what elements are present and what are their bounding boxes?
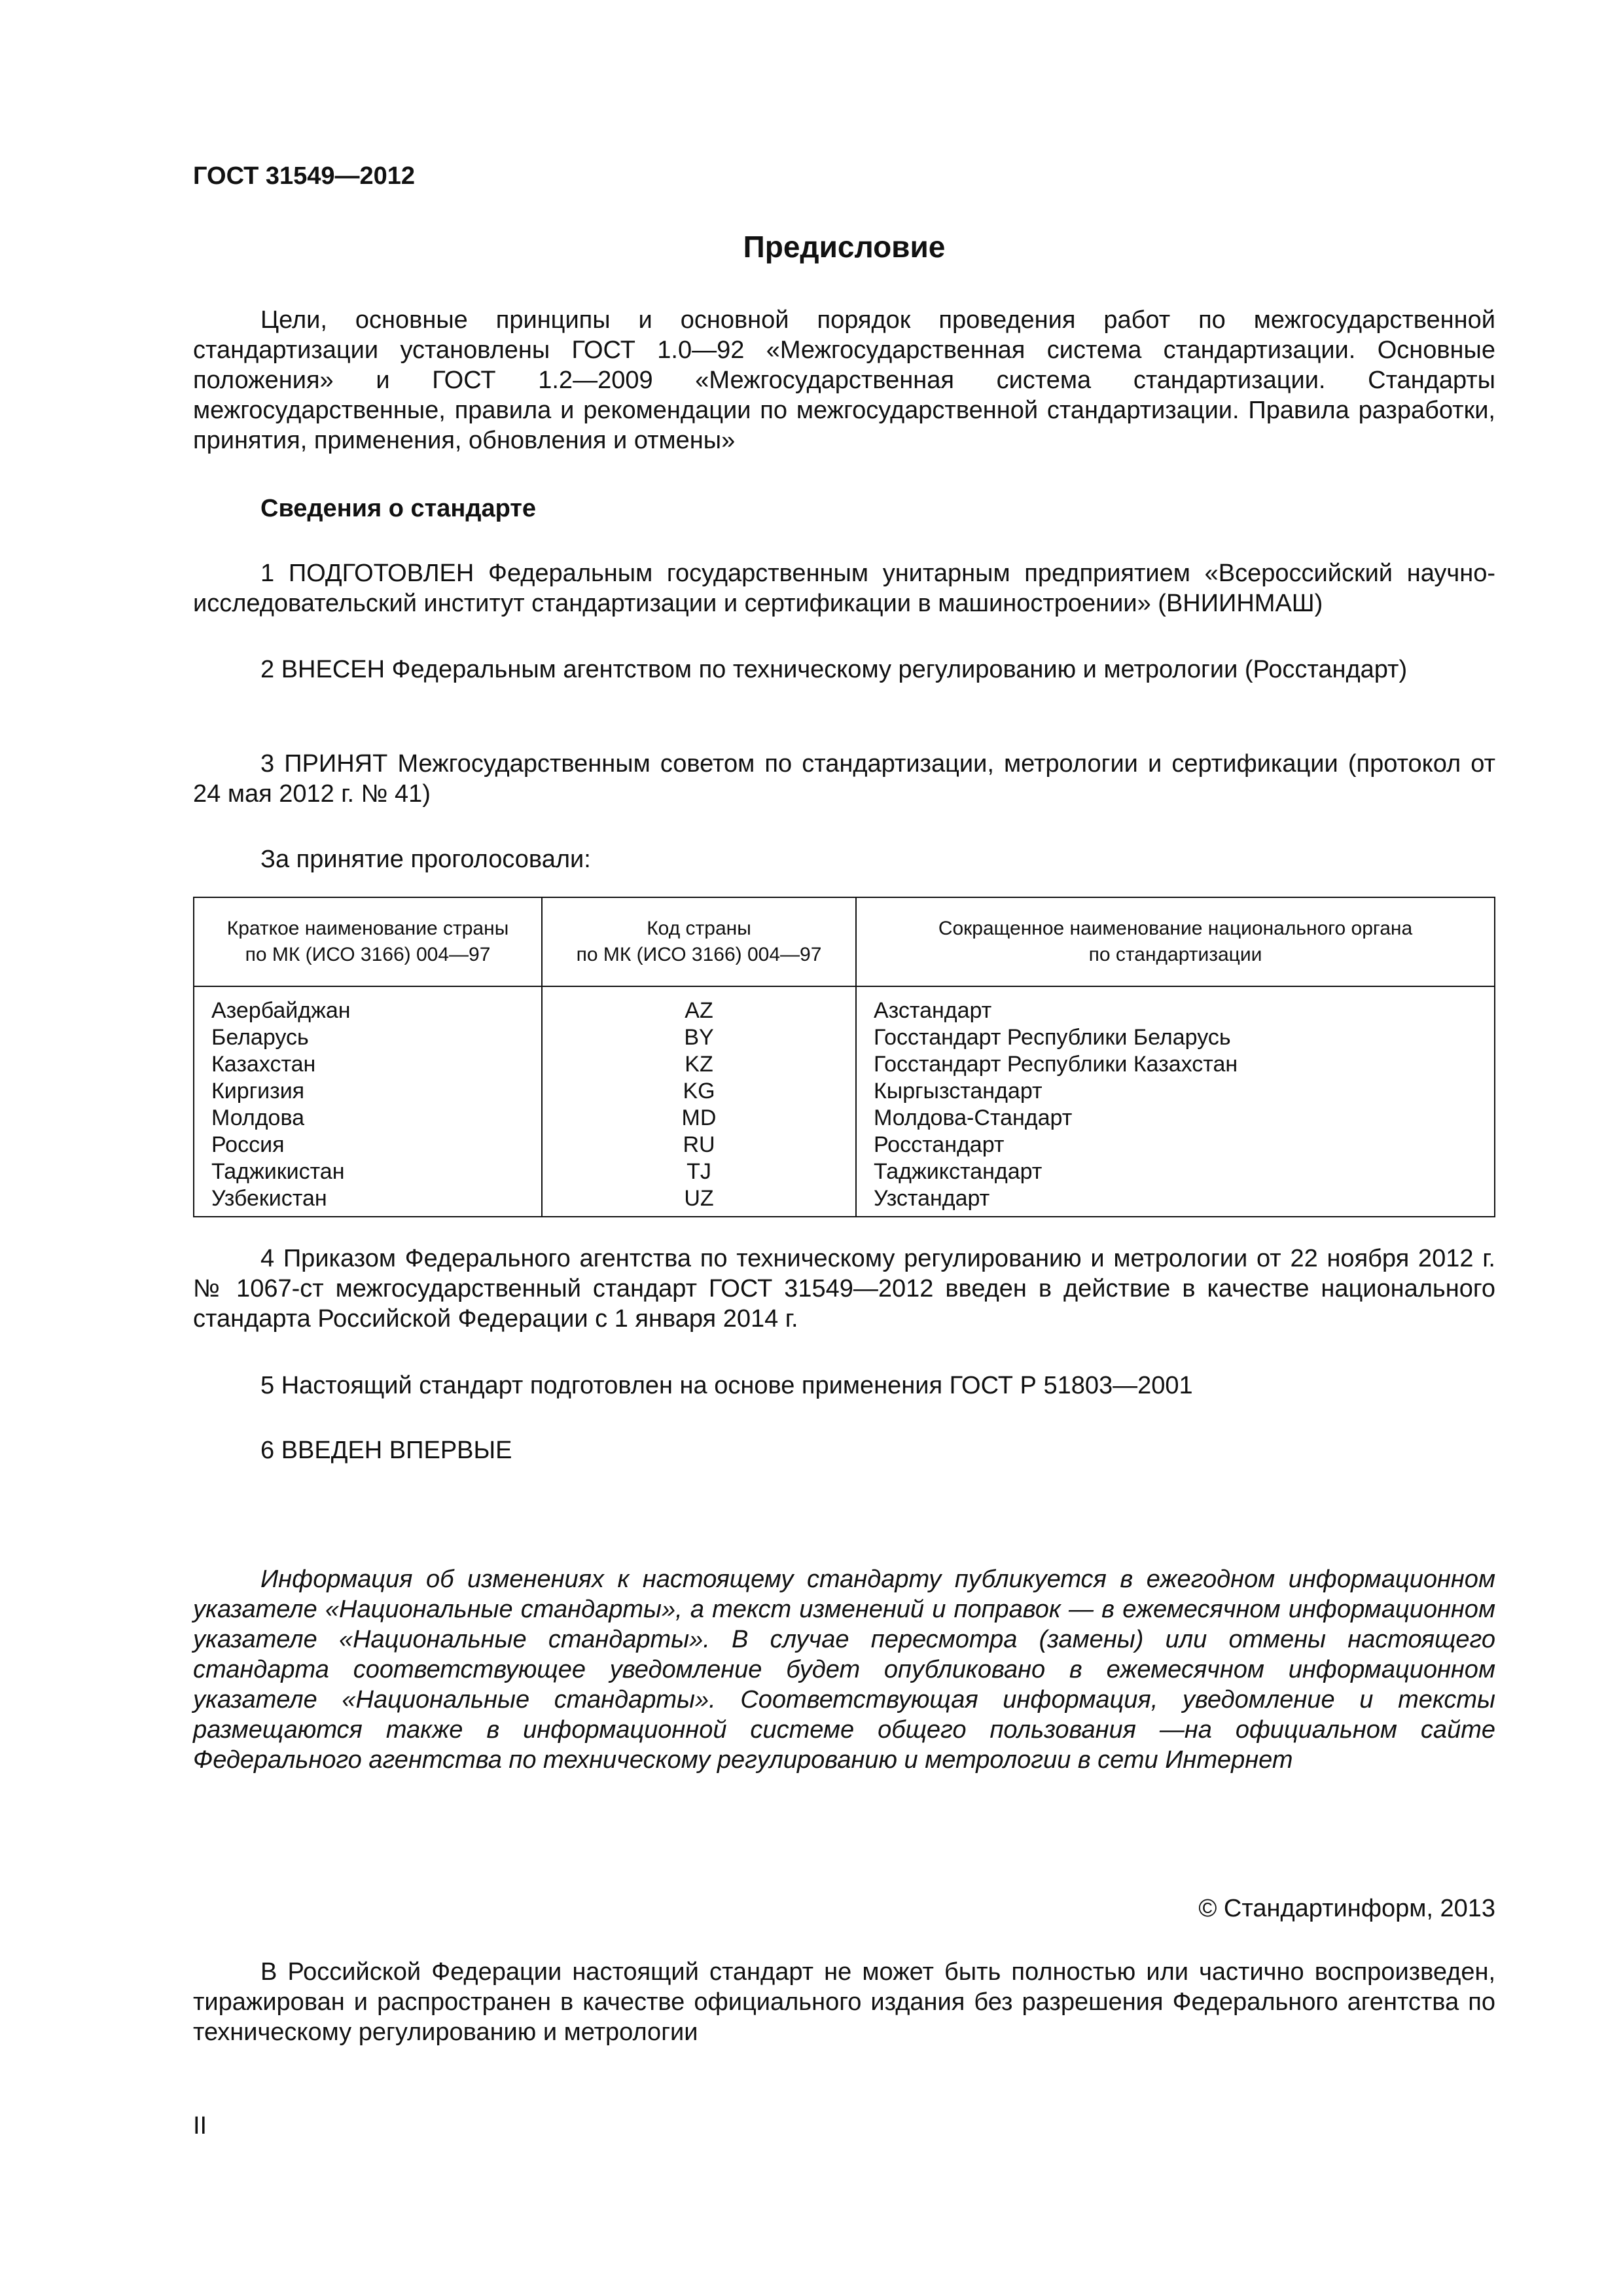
intro-paragraph: Цели, основные принципы и основной порядок проведения работ по межгосударственной стандартизации установлены ГОСТ 1.0—92 «Межгосударственная система стандартизации. Основные положения» и ГОСТ 1.2—2009 «Межгосударственная система стандартизации. Стандарты межгосударственные, правила и рекомендации по межгосударственной стандартизации. Правила разработки, принятия, применения, обновления и отмены» xyxy=(193,306,1495,454)
page-title: Предисловие xyxy=(743,230,946,264)
restriction-notice: В Российской Федерации настоящий стандарт не может быть полностью или частично воспроизведен, тиражирован и распространен в качестве официального издания без разрешения Федерального агентства по техническому регулированию и метрологии xyxy=(193,1958,1495,2046)
header-country xyxy=(194,897,542,986)
table-row xyxy=(194,1185,1495,1217)
country-code: TJ xyxy=(542,1158,856,1185)
info-heading: Сведения о стандарте xyxy=(260,495,537,522)
item-1: 1 ПОДГОТОВЛЕН Федеральным государственным унитарным предприятием «Всероссийский научно-исследовательский институт стандартизации и сертификации в машиностроении» (ВНИИНМАШ) xyxy=(193,560,1495,617)
standards-body: Кыргызстандарт xyxy=(856,1078,1495,1105)
change-notice: Информация об изменениях к настоящему стандарту публикуется в ежегодном информационном указателе «Национальные стандарты», а текст изменений и поправок — в ежемесячном информационном указателе «Национальные стандарты». В случае пересмотра (замены) или отмены настоящего стандарта соответствующее уведомление будет опубликовано в ежемесячном информационном указателе «Национальные стандарты». Соответствующая информация, уведомление и тексты размещаются также в информационной системе общего пользования —на официальном сайте Федерального агентства по техническому регулированию и метрологии в сети Интернет xyxy=(193,1566,1495,1774)
header-code-line2: по МК (ИСО 3166) 004—97 xyxy=(576,944,822,965)
standards-body: Госстандарт Республики Беларусь xyxy=(856,1024,1495,1051)
country-name: Киргизия xyxy=(194,1078,542,1105)
item-4: 4 Приказом Федерального агентства по техническому регулированию и метрологии от 22 ноября 2012 г. № 1067-ст межгосударственный стандарт ГОСТ 31549—2012 введен в действие в качестве национального стандарта Российской Федерации с 1 января 2014 г. xyxy=(193,1245,1495,1333)
country-name: Казахстан xyxy=(194,1051,542,1078)
country-name: Азербайджан xyxy=(194,986,542,1024)
country-code: UZ xyxy=(542,1185,856,1217)
country-code: AZ xyxy=(542,986,856,1024)
country-code: MD xyxy=(542,1105,856,1132)
standards-body: Молдова-Стандарт xyxy=(856,1105,1495,1132)
table-row xyxy=(194,1051,1495,1078)
copyright: © Стандартинформ, 2013 xyxy=(1198,1895,1495,1922)
table-row xyxy=(194,1158,1495,1185)
header-code xyxy=(542,897,856,986)
item-6: 6 ВВЕДЕН ВПЕРВЫЕ xyxy=(260,1437,512,1464)
item-3: 3 ПРИНЯТ Межгосударственным советом по стандартизации, метрологии и сертификации (протокол от 24 мая 2012 г. № 41) xyxy=(193,750,1495,808)
voting-table xyxy=(193,897,1495,1217)
header-body-line2: по стандартизации xyxy=(1088,944,1262,965)
country-name: Беларусь xyxy=(194,1024,542,1051)
standards-body: Узстандарт xyxy=(856,1185,1495,1217)
table-row xyxy=(194,1078,1495,1105)
country-name: Узбекистан xyxy=(194,1185,542,1217)
table-row xyxy=(194,1132,1495,1158)
country-name: Россия xyxy=(194,1132,542,1158)
country-code: BY xyxy=(542,1024,856,1051)
header-body-line1: Сокращенное наименование национального органа xyxy=(938,918,1413,939)
country-name: Молдова xyxy=(194,1105,542,1132)
country-code: RU xyxy=(542,1132,856,1158)
standards-body: Азстандарт xyxy=(856,986,1495,1024)
item-2: 2 ВНЕСЕН Федеральным агентством по техническому регулированию и метрологии (Росстандарт) xyxy=(260,656,1408,683)
header-body xyxy=(856,897,1495,986)
country-code: KZ xyxy=(542,1051,856,1078)
standards-body: Госстандарт Республики Казахстан xyxy=(856,1051,1495,1078)
header-country-line1: Краткое наименование страны xyxy=(226,918,509,939)
item-5: 5 Настоящий стандарт подготовлен на основе применения ГОСТ Р 51803—2001 xyxy=(260,1372,1193,1399)
page-number: II xyxy=(193,2112,207,2140)
standards-body: Росстандарт xyxy=(856,1132,1495,1158)
table-header-row xyxy=(194,897,1495,986)
table-row xyxy=(194,1024,1495,1051)
document-number: ГОСТ 31549—2012 xyxy=(193,162,416,190)
standards-body: Таджикстандарт xyxy=(856,1158,1495,1185)
header-code-line1: Код страны xyxy=(647,918,751,939)
country-code: KG xyxy=(542,1078,856,1105)
table-row xyxy=(194,1105,1495,1132)
vote-intro: За принятие проголосовали: xyxy=(260,846,591,873)
country-name: Таджикистан xyxy=(194,1158,542,1185)
header-country-line2: по МК (ИСО 3166) 004—97 xyxy=(245,944,491,965)
table-row xyxy=(194,986,1495,1024)
